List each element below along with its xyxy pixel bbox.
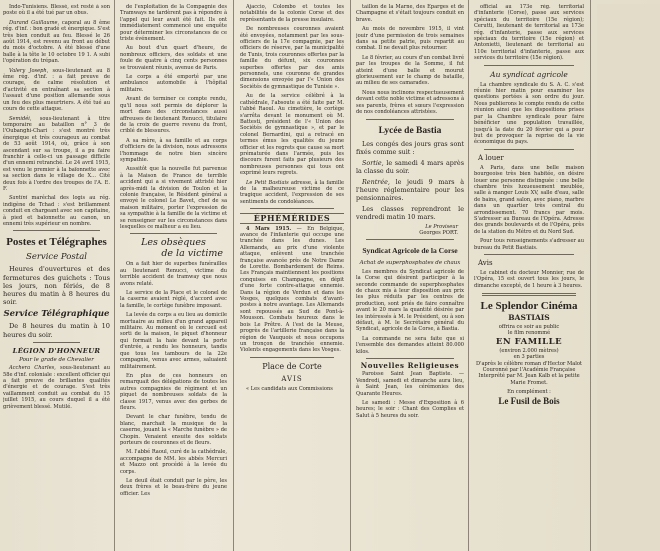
paragraph: A sa mère, à sa famille et au corps d'officiers de la division, nous adressons l'hommage de notre bien sincère sympathie. bbox=[120, 137, 227, 163]
cinema-adaptation: D'après le célèbre roman d'Hector Malot bbox=[476, 360, 582, 367]
paragraph: Les membres du Syndicat agricole de la Corse qui désirent participer à la seconde commande de superphosphates de chaux mis à leur disposition aux prix les plus réduits par les centres de production, sont priés de faire connaître avant le 20 mars la quantité désirée par les intéressés à M. le Président, ou à son défaut, à M. le Secrétaire général du Syndicat, agricole de la Corse, à Bastia. bbox=[356, 268, 464, 333]
heading-legion: LÉGION D'HONNEUR bbox=[12, 346, 101, 355]
heading-place-corte: Place de Corte bbox=[262, 361, 322, 371]
divider bbox=[482, 293, 576, 296]
paragraph: Le corps a été emporté par une ambulance automobile à l'hôpital militaire. bbox=[120, 74, 227, 93]
syndicat-subheading: Achat de superphosphates de chaux bbox=[359, 260, 461, 267]
paragraph: La levée du corps a eu lieu au domicile mortuaire au milieu d'un grand appareil militaire. Au moment où le cercueil est sorti de la maison, le piquet d'honneur qui formait la haie devant la porte d'entrée, a rendu les honneurs, tandis que tous les tambours de la 22e compagnie, venus avec armes, saluaient militairement. bbox=[120, 312, 227, 370]
column-6-edge bbox=[597, 4, 660, 551]
postal-hours: Heures d'ouvertures et des fermetures des guichets : Tous les jours, non fériés, de 8 heures du matin à 8 heures du soir. bbox=[3, 265, 110, 307]
citation-name: Santini bbox=[9, 195, 28, 202]
paragraph: Sortie, le samedi 4 mars après la classe du soir. bbox=[356, 158, 464, 175]
citation: Durand Guillaume, caporal au 8 ème rég. d'inf. : bon gradé et énergique. S'est très bien conduit au feu. Blessé le 26 août 1914, est revenu au front au début du mois d'octobre. A été blessé d'une balle à la tête le 10 octobre 19 1. A subi l'opération du trépan. bbox=[3, 19, 110, 65]
divider bbox=[366, 239, 454, 240]
heading-a-louer: A louer bbox=[478, 153, 504, 162]
paragraph: Les classes reprendront le vendredi matin 10 mars. bbox=[356, 204, 464, 221]
column-rule bbox=[114, 0, 115, 551]
cinema-parts: en 3 parties bbox=[513, 354, 545, 361]
paragraph: Le deuil était conduit par le père, les deux frères et le beau-frère du jeune officier. Les bbox=[120, 478, 227, 497]
paragraph: Au bout d'un quart d'heure, de nombreux officiers, des soldats et une foule de quatre à cinq cents personnes se trouvaient réunis, avenue de Paris. bbox=[120, 45, 227, 71]
cinema-complement-label: En complément : bbox=[507, 389, 551, 396]
citation-name: Durand Guillaume bbox=[9, 19, 58, 26]
cinema-complement-title: Le Fusil de Bois bbox=[498, 395, 560, 406]
paragraph: de l'exploitation de la Compagnie des Tramways ne tardèrent pas à répondre à l'appel qui leur avait été fait. Ils ont immédiatement commencé une enquête pour déterminer les circonstances de ce triste événement. bbox=[120, 4, 227, 43]
column-rule bbox=[350, 0, 351, 551]
cinema-title: Le Splendor Cinéma bbox=[480, 300, 578, 313]
paragraph: Les congés des jours gras sont fixés comme suit : bbox=[356, 139, 464, 156]
cinema-cast: Interprété par M. Jean Kalb et la petite Marie Fromet. bbox=[478, 373, 580, 386]
paragraph: Au de la service célébré à la cathédrale, l'absoute a été faite par M. l'abbé Raoul. Au cimetière, le cortège s'arrêta devant le monument où M. Battesti, président de l'« Union des Sociétés de gymnastique », et par le colonel Bernardini, qui a retracé en termes émus les qualités du jeune officier et les regrets que cause sa mort prématurée dans l'armée, puis les discours furent faits par plusieurs des nombreuses personnes qui tous ont exprimé leurs regrets. bbox=[240, 93, 344, 177]
paragraph: Ajaccio, Colombo et toutes les notabilités de la colonie Corse et des représentants de la presse insulaire. bbox=[240, 4, 344, 23]
column-2 bbox=[120, 4, 227, 551]
divider bbox=[250, 208, 334, 209]
paragraph: Le 8 février, au cours d'un combat livré par les troupes de la Somme, il fut atteint d'une balle et mourut glorieusement sur le champ de bataille, au milieu de ses camarades. bbox=[356, 54, 464, 87]
paragraph: En plus de ces honneurs on remarquait des délégations de toutes les autres compagnies de régiment et un piquet de nombreuses soldats de la classe 1917, venus avec des gerbes de fleurs. bbox=[120, 372, 227, 411]
signature-name: Georges PORT. bbox=[419, 229, 458, 236]
paragraph: Le cabinet du docteur Monnier, rue de l'Opéra, 15 est ouvert tous les jours, le dimanche excepté, de 1 heure à 3 heures. bbox=[474, 270, 584, 289]
paragraph: M. l'abbé Raoul, curé de la cathédrale, accompagne de MM. les abbés Mercuri et Mazzo ont procédé à la levée du corps. bbox=[120, 449, 227, 475]
legion-subheading: Pour le grade de Chevalier bbox=[19, 356, 94, 363]
heading-syndicat: Syndicat Agricole de la Corse bbox=[362, 246, 458, 256]
heading-service-telegraphique: Service Télégraphique bbox=[3, 309, 110, 320]
paragraph: La chambre syndicale du S. A. C. s'est réunie hier matin pour examiner les questions portées à son ordre du jour. Nous publierons le compte rendu de cette réunion ainsi que les dispositions prises par la Chambre syndicale pour faire bénéficier une population travaillée, jusqu'à la date du 20 février qui a pour but de provoquer la reprise de la vie économique du pays. bbox=[474, 81, 584, 146]
column-rule bbox=[468, 0, 469, 551]
divider bbox=[130, 233, 217, 234]
divider bbox=[33, 342, 80, 343]
divider bbox=[250, 357, 334, 358]
heading-avis: Avis bbox=[478, 259, 493, 267]
cinema-crowned: Couronné par l'Académie Française bbox=[482, 367, 576, 374]
paragraph: Devant le char funèbre, tendu de blanc, marchait la musique de la caserne, jouant la « Marche funèbre » de Chopin. Venaient ensuite des soldats porteurs de couronnes et de fleurs. bbox=[120, 414, 227, 446]
divider bbox=[366, 358, 454, 359]
paragraph: De nombreuses couronnes avaient été envoyées, notamment par les sous-officiers de la 17e compagnie, par les officiers de réserve, par la municipalité de Tunis, trois couronnes offertes par la famille du défunt, six couronnes superbes offertes par des amis personnels, une couronne de grandes dimensions envoyée par l'« Union des Sociétés de gymnastique de Tunisie ». bbox=[240, 26, 344, 90]
ephemerides-entry: 4 Mars 1915. — En Belgique, avance de l'infanterie qui occupe une tranchée dans les dunes. Les Allemands, au prix d'une violente attaque, enlèvent une tranchée française avancée près de Notre Dame de Lorette. Bombardement de Reims. Les Français maintiennent les positions conquises en Champagne, en dépit d'une forte contre-attaque ennemie. Dans la région de Verdun et dans les Vosges, quelques combats d'avant-postes à notre avantage. Les Allemands sont repoussés au Sud de Pont-à-Mousson. Combats heureux dans le bois Le Prêtre. A l'est de la Meuse, progrès de l'artillerie française dans la région de Vauquois et nous occupons un tronçon de tranchée ennemie. Violents engagements dans les Vosges. bbox=[240, 225, 344, 354]
cinema-advert bbox=[474, 300, 584, 404]
citation-name: Acchera Charles bbox=[9, 365, 55, 372]
cinema-offer: offrira ce soir au public bbox=[498, 323, 560, 330]
citation: Santini maréchal des logis au rég. indigène de Tchad : s'est brillamment conduit en chargeant avec son capitaine, à pied et baïonnette au canon, un ennemi très supérieur en nombre. bbox=[3, 195, 110, 227]
citation: Valery Joseph, sous-lieutenant au 8 ème rég. d'inf. : a fait preuve de courage, de calme résolution et d'activité en entraînant sa section à l'assaut d'une position allemande sous un feu des plus meurtriers. A été tué au cours de cette attaque. bbox=[3, 67, 110, 113]
heading-service-postal: Service Postal bbox=[26, 252, 87, 263]
paragraph: Aussitôt que la nouvelle fut parvenue à la Maison de France de terrible accident qui a si vivement attristé hier après-midi la division de Toulon et la colonie française, le Résident général a envoyé le colonel Le Bavet, chef de sa maison militaire, porter l'expression de sa sympathie à la famille de la victime et se renseigner sur les circonstances dans lesquelles ce malheur a eu lieu. bbox=[120, 166, 227, 230]
paragraph: Au mois de novembre 1915, il vint jouir d'une permission de trois semaines dans sa petite patrie, puis repartit au combat. Il ne devait plus retourner. bbox=[356, 26, 464, 52]
telegraph-hours: De 8 heures du matin à 10 heures du soir. bbox=[3, 322, 110, 339]
column-1 bbox=[3, 4, 110, 551]
heading-obseques: Les obsèques bbox=[141, 237, 206, 249]
column-rule bbox=[590, 0, 591, 551]
paragraph: taillon de la Marne, des Éparges et de Champagne et s'était toujours conduit en brave. bbox=[356, 4, 464, 23]
signature-role: Le Proviseur bbox=[425, 223, 458, 230]
heading-lycee: Lycée de Bastia bbox=[378, 125, 442, 136]
paragraph: Rentrée, le jeudi 9 mars à l'heure réglementaire pour les pensionnaires. bbox=[356, 177, 464, 202]
cinema-film-label: le film renommé bbox=[507, 330, 551, 337]
paragraph: Nous nous inclinons respectueusement devant cette noble victime et adressons à ses parents, frères et sœurs l'expression de nos condoléances attristées. bbox=[356, 89, 464, 116]
divider bbox=[13, 230, 100, 231]
paragraph: La commande ne sera faite que si l'ensemble des demandes atteint 80.000 kilos. bbox=[356, 335, 464, 355]
heading-ephemerides: ÉPHÉMÉRIDES bbox=[240, 213, 344, 223]
citation-name: Valery Joseph bbox=[9, 67, 47, 74]
cinema-film-title: EN FAMILLE bbox=[495, 337, 563, 348]
ephemerides-date: 4 Mars 1915. bbox=[246, 225, 292, 232]
paragraph: Paroisse Saint Jean Baptiste. — Vendredi, samedi et dimanche aura lieu, à Saint Jean, les cérémonies des Quarante Heures. bbox=[356, 371, 464, 397]
divider bbox=[484, 65, 574, 66]
heading-avis: AVIS bbox=[281, 374, 303, 383]
paragraph: official au 173e rég. territorial d'infanterie (Corse), passe aux services spéciaux du territoire (15e région); Cerutti, lieutenant de territorial au 173e rég. d'infanterie, passe aux services spéciaux du territoire (15e région) et Antonietti, lieutenant de territorial au 110e territorial d'infanterie, passe aux services du territoire (15e région). bbox=[474, 4, 584, 62]
paragraph: Indo-Tunisiens. Blessé, est resté à son poste où il a été tué par un obus. bbox=[3, 4, 110, 17]
citation: Semidéi, sous-lieutenant à titre temporaire au bataillon n° 3 de l'Oubanghi-Chari : s'est montré très énergique et très courageux au combat de 53 août 1914, où, grâce à son ascendant sur sa troupe, il a pu faire franchir à celle-ci un passage difficile d'un ennemi retranché. Le 24 avril 1915, est venu le premier à la baïonnette avec sa section dans le village de X... Cité deux fois à l'ordre des troupes de l'A. E. F. bbox=[3, 115, 110, 192]
cinema-city: BASTIAIS bbox=[508, 313, 550, 323]
heading-syndicat-agricole: Au syndicat agricole bbox=[490, 69, 568, 79]
paragraph: Le service de la Place et le colonel de la caserne avaient réglé, d'accord avec la famille, le cortège funèbre imposant. bbox=[120, 290, 227, 309]
divider bbox=[366, 119, 454, 120]
paragraph: Le Petit Bastiais adresse, à la famille de la malheureuse victime de ce tragique accident, l'expression de ses sentiments de condoléances. bbox=[240, 179, 344, 205]
paragraph: Avant de terminer ce compte rendu, qu'il nous soit permis de déplorer la mort dans des circonstances aussi affreuses de lieutenant Renucci, titulaire de la croix de guerre revenu du front, criblé de blessures. bbox=[120, 96, 227, 135]
paragraph: « Les candidats aux Commissions bbox=[246, 385, 333, 392]
paragraph: Le samedi : Messe d'Exposition à 6 heures; le soir : Chant des Complies et Salut à 5 heures du soir. bbox=[356, 400, 464, 419]
cinema-length: (environ 2.000 mètres) bbox=[499, 347, 559, 354]
paragraph: A Paris, dans une belle maison bourgeoise très bien habitée, on désire louer une personne distinguée : une belle chambre très luxueusement meublée, salle à manger Louis XV, salle d'eau, salle de bains, grand salon, avec piano, marbre dans un quartier très central du arrondissement. 70 francs par mois. S'adresser au Bureau de l'Opéra. Adresse des grands boulevards et de l'Opéra, près de la station du Métro et du Nord Sud. bbox=[474, 164, 584, 235]
column-4 bbox=[356, 4, 464, 551]
paragraph: On a fait hier de superbes funérailles au lieutenant Renucci, victime du terrible accident de tramway que nous avons relaté. bbox=[120, 261, 227, 287]
divider bbox=[484, 149, 574, 150]
column-5 bbox=[474, 4, 584, 551]
column-3 bbox=[240, 4, 344, 551]
heading-postes: Postes et Télégraphes bbox=[6, 236, 107, 249]
citation-name: Semidéi bbox=[9, 115, 30, 122]
citation: Acchera Charles, sous-lieutenant au 58e d'inf. coloniale : excellent officier qui a fait preuve de brillantes qualités d'énergie et de courage. S'est très vaillamment conduit au combat du 15 juillet 1915, au cours duquel il a été grièvement blessé. Mutilé. bbox=[3, 365, 110, 410]
column-rule bbox=[233, 0, 234, 551]
heading-nouvelles: Nouvelles Religieuses bbox=[360, 361, 460, 370]
divider bbox=[484, 254, 574, 255]
paragraph: Pour tous renseignements s'adresser au bureau du Petit Bastiais. bbox=[474, 238, 584, 251]
heading-obseques-sub: de la victime bbox=[161, 248, 223, 260]
